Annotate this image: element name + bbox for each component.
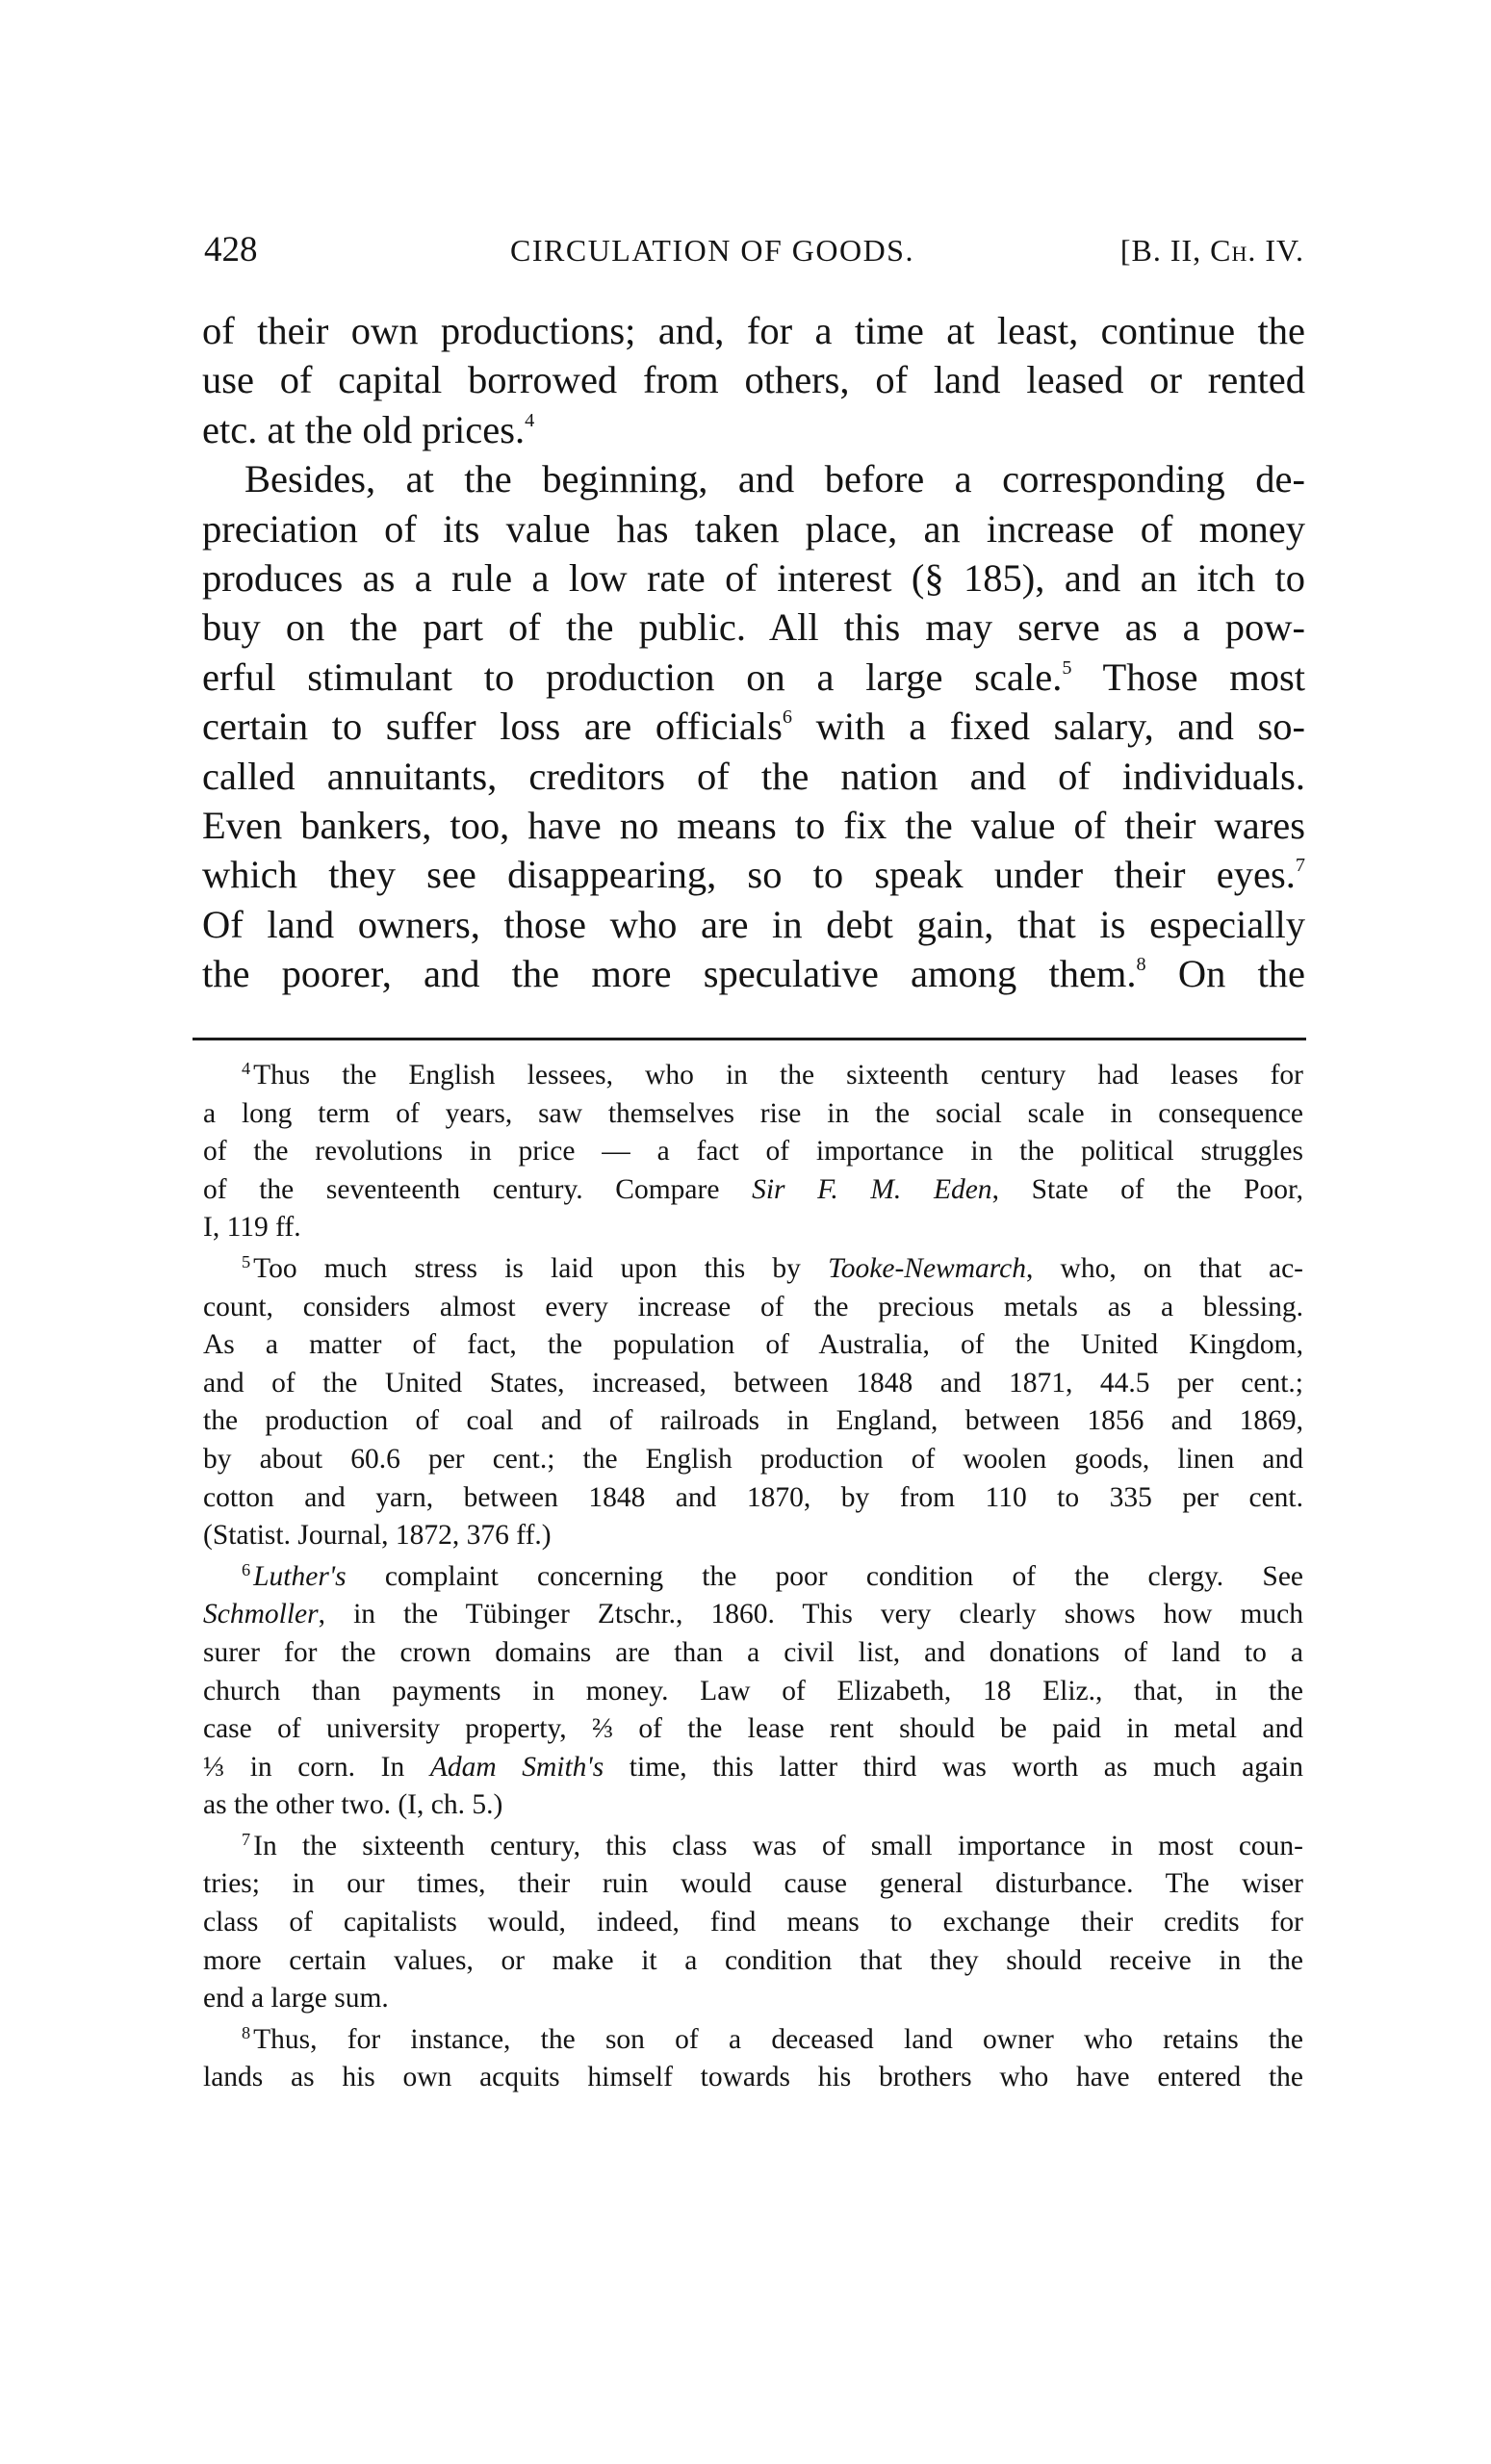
- text-run: , State of the Poor,: [991, 1173, 1303, 1205]
- text-run: end a large sum.: [203, 1983, 389, 2015]
- text-run: called annuitants, creditors of the nation and of individuals.: [202, 754, 1305, 798]
- footnote-8: [203, 2021, 1303, 2097]
- footnote-line: [203, 1980, 1303, 2018]
- body-line: [202, 900, 1305, 949]
- text-run: Those most: [1071, 654, 1306, 699]
- body-line: [202, 553, 1305, 603]
- text-run: Thus the English lessees, who in the sixteenth century had leases for: [253, 1060, 1303, 1091]
- text-run: lands as his own acquits himself towards his brothers who have entered the: [203, 2062, 1303, 2093]
- footnote-number: 4: [242, 1058, 251, 1078]
- text-run: which they see disappearing, so to speak under their eyes.: [202, 853, 1296, 897]
- footnote-number: 6: [242, 1559, 251, 1579]
- section-ref-chapter-label: Ch.: [1210, 233, 1257, 268]
- text-run: more certain values, or make it a condition that they should receive in the: [203, 1944, 1303, 1976]
- text-run: count, considers almost every increase of the precious metals as a blessing.: [203, 1291, 1303, 1322]
- footnote-6: [203, 1558, 1303, 1825]
- text-run: complaint concerning the poor condition of the clergy. See: [346, 1560, 1303, 1592]
- footnote-number: 5: [242, 1251, 251, 1271]
- text-run: Too much stress is laid upon this by: [253, 1252, 829, 1284]
- footnote-line: [203, 2059, 1303, 2097]
- footnote-line: [203, 1402, 1303, 1441]
- text-run: In the sixteenth century, this class was of small importance in most coun-: [253, 1830, 1303, 1861]
- text-run: On the: [1145, 952, 1305, 996]
- text-run: and of the United States, increased, between 1848 and 1871, 44.5 per cent.;: [203, 1367, 1303, 1399]
- text-run: , who, on that ac-: [1026, 1252, 1303, 1284]
- text-run: Besides, at the beginning, and before a corresponding de-: [244, 457, 1305, 501]
- section-ref-book: [B. II,: [1119, 233, 1211, 268]
- text-run: of the seventeenth century. Compare: [203, 1173, 753, 1205]
- footnote-line: [203, 2021, 1303, 2060]
- running-title: CIRCULATION OF GOODS.: [510, 233, 914, 268]
- italic-citation: Luther's: [253, 1560, 347, 1592]
- text-run: As a matter of fact, the population of Australia, of the United Kingdom,: [203, 1329, 1303, 1361]
- text-run: the production of coal and of railroads in England, between 1856 and 1869,: [203, 1405, 1303, 1437]
- footnote-line: [203, 1786, 1303, 1825]
- text-run: certain to suffer loss are officials: [202, 705, 783, 749]
- italic-citation: Tooke-Newmarch: [828, 1252, 1027, 1284]
- footnote-reference[interactable]: 4: [525, 409, 535, 431]
- text-run: class of capitalists would, indeed, find means to exchange their credits for: [203, 1907, 1303, 1938]
- footnote-line: [203, 1479, 1303, 1518]
- text-run: surer for the crown domains are than a civil list, and donations of land to a: [203, 1636, 1303, 1668]
- body-line: [202, 801, 1305, 850]
- text-run: use of capital borrowed from others, of land leased or rented: [202, 358, 1305, 402]
- text-run: of their own productions; and, for a time at least, continue the: [202, 309, 1305, 352]
- text-run: I, 119 ff.: [203, 1212, 301, 1244]
- body-line: [202, 603, 1305, 652]
- footnote-line: [203, 1209, 1303, 1247]
- footnote-line: [203, 1057, 1303, 1095]
- footnote-line: [203, 1171, 1303, 1210]
- footnote-line: [203, 1904, 1303, 1942]
- footnotes: [203, 1057, 1303, 2100]
- footnote-line: [203, 1596, 1303, 1634]
- footnote-7: [203, 1828, 1303, 2018]
- footnote-5: [203, 1250, 1303, 1555]
- text-run: produces as a rule a low rate of interest (§ 185), and an itch to: [202, 555, 1305, 600]
- text-run: of the revolutions in price — a fact of importance in the political struggles: [203, 1136, 1303, 1168]
- text-run: with a fixed salary, and so-: [791, 705, 1305, 749]
- body-line: [202, 355, 1305, 404]
- text-run: buy on the part of the public. All this may serve as a pow-: [202, 605, 1305, 650]
- body-line: [202, 306, 1305, 355]
- footnote-line: [203, 1828, 1303, 1866]
- text-run: Even bankers, too, have no means to fix the value of their wares: [202, 803, 1305, 847]
- footnote-line: [203, 1942, 1303, 1981]
- footnote-line: [203, 1634, 1303, 1673]
- text-run: (Statist. Journal, 1872, 376 ff.): [203, 1520, 552, 1552]
- text-run: preciation of its value has taken place, an increase of money: [202, 506, 1305, 551]
- text-run: time, this latter third was worth as much again: [604, 1751, 1303, 1783]
- body-line: [202, 752, 1305, 801]
- text-run: the poorer, and the more speculative among them.: [202, 952, 1137, 996]
- body-line: [202, 702, 1305, 751]
- footnote-line: [203, 1250, 1303, 1289]
- text-run: , in the Tübinger Ztschr., 1860. This very clearly shows how much: [318, 1599, 1303, 1630]
- text-run: Thus, for instance, the son of a deceased land owner who retains the: [253, 2023, 1303, 2055]
- footnote-line: [203, 1710, 1303, 1749]
- footnote-line: [203, 1749, 1303, 1787]
- footnote-line: [203, 1673, 1303, 1711]
- footnote-divider: [193, 1038, 1306, 1040]
- text-run: case of university property, ⅔ of the lease rent should be paid in metal and: [203, 1713, 1303, 1745]
- footnote-reference[interactable]: 5: [1062, 656, 1072, 679]
- text-run: church than payments in money. Law of Elizabeth, 18 Eliz., that, in the: [203, 1675, 1303, 1707]
- text-run: etc. at the old prices.: [202, 407, 526, 451]
- page-number: 428: [204, 230, 258, 270]
- footnote-line: [203, 1441, 1303, 1479]
- text-run: as the other two. (I, ch. 5.): [203, 1789, 503, 1821]
- text-run: ⅓ in corn. In: [203, 1751, 430, 1783]
- footnote-line: [203, 1365, 1303, 1403]
- text-run: tries; in our times, their ruin would cause general disturbance. The wiser: [203, 1868, 1303, 1900]
- italic-citation: Sir F. M. Eden: [752, 1173, 992, 1205]
- footnote-reference[interactable]: 7: [1295, 855, 1305, 877]
- footnote-line: [203, 1326, 1303, 1365]
- body-line: [202, 504, 1305, 553]
- text-run: cotton and yarn, between 1848 and 1870, by from 110 to 335 per cent.: [203, 1481, 1303, 1513]
- footnote-line: [203, 1558, 1303, 1597]
- footnote-reference[interactable]: 6: [782, 706, 792, 728]
- text-run: by about 60.6 per cent.; the English production of woolen goods, linen and: [203, 1443, 1303, 1475]
- body-line: [202, 405, 1305, 454]
- footnote-line: [203, 1517, 1303, 1555]
- running-header: [204, 227, 1304, 273]
- body-line: [202, 653, 1305, 702]
- text-run: a long term of years, saw themselves rise in the social scale in consequence: [203, 1097, 1303, 1129]
- italic-citation: Adam Smith's: [429, 1751, 604, 1783]
- body-text: [202, 306, 1305, 998]
- footnote-line: [203, 1865, 1303, 1904]
- body-line: [202, 949, 1305, 998]
- paragraph-start-line: [202, 454, 1305, 503]
- footnote-line: [203, 1095, 1303, 1134]
- footnote-number: 7: [242, 1829, 251, 1849]
- italic-citation: Schmoller: [203, 1599, 319, 1630]
- footnote-number: 8: [242, 2022, 251, 2042]
- body-line: [202, 850, 1305, 899]
- text-run: Of land owners, those who are in debt gain, that is especially: [202, 902, 1305, 946]
- text-run: erful stimulant to production on a large scale.: [202, 654, 1063, 699]
- section-ref-chapter-number: IV.: [1256, 233, 1304, 268]
- section-reference: [1120, 227, 1304, 273]
- footnote-reference[interactable]: 8: [1136, 953, 1146, 975]
- footnote-line: [203, 1133, 1303, 1171]
- footnote-line: [203, 1289, 1303, 1327]
- footnote-4: [203, 1057, 1303, 1247]
